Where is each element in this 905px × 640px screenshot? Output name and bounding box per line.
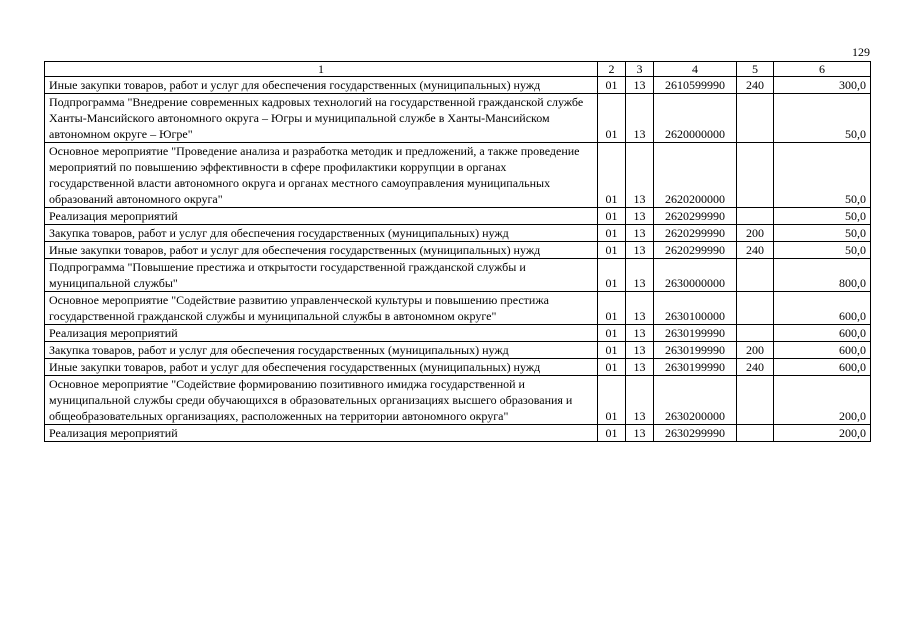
item-name: Иные закупки товаров, работ и услуг для обеспечения государственных (муниципальных) нужд [45,242,598,259]
table-row [45,242,871,259]
item-name: Иные закупки товаров, работ и услуг для обеспечения государственных (муниципальных) нужд [45,77,598,94]
target-article-code: 2630000000 [654,259,737,292]
section-code: 01 [598,208,626,225]
target-article-code: 2620299990 [654,242,737,259]
amount: 600,0 [774,325,871,342]
header-col-2: 2 [598,62,626,77]
header-col-1: 1 [45,62,598,77]
subsection-code: 13 [626,259,654,292]
item-name: Основное мероприятие "Проведение анализа и разработка методик и предложений, а также проведение мероприятий по повышению эффективности в сфере профилактики коррупции в органах государственной власти автономного округа и органах местного самоуправления муниципальных образований автономного округа" [45,143,598,208]
expense-type-code [737,208,774,225]
expense-type-code [737,143,774,208]
target-article-code: 2630199990 [654,342,737,359]
section-code: 01 [598,225,626,242]
expense-type-code [737,425,774,442]
target-article-code: 2620200000 [654,143,737,208]
subsection-code: 13 [626,242,654,259]
item-name: Реализация мероприятий [45,208,598,225]
table-row [45,359,871,376]
amount: 50,0 [774,225,871,242]
expense-type-code: 200 [737,342,774,359]
expense-type-code [737,259,774,292]
target-article-code: 2610599990 [654,77,737,94]
target-article-code: 2630299990 [654,425,737,442]
table-row [45,208,871,225]
expense-type-code: 240 [737,77,774,94]
amount: 50,0 [774,208,871,225]
section-code: 01 [598,325,626,342]
table-row [45,425,871,442]
item-name: Подпрограмма "Повышение престижа и открытости государственной гражданской службы и муниципальной службы" [45,259,598,292]
section-code: 01 [598,376,626,425]
table-row [45,292,871,325]
target-article-code: 2620299990 [654,208,737,225]
expense-type-code: 240 [737,242,774,259]
table-row [45,376,871,425]
item-name: Подпрограмма "Внедрение современных кадровых технологий на государственной гражданской службе Ханты-Мансийского автономного округа – Югры и муниципальной службе в Ханты-Мансийском автономном округе – Югре" [45,94,598,143]
amount: 200,0 [774,425,871,442]
amount: 50,0 [774,94,871,143]
header-col-3: 3 [626,62,654,77]
table-row [45,94,871,143]
section-code: 01 [598,94,626,143]
item-name: Иные закупки товаров, работ и услуг для обеспечения государственных (муниципальных) нужд [45,359,598,376]
table-row [45,225,871,242]
table-row [45,259,871,292]
item-name: Реализация мероприятий [45,325,598,342]
subsection-code: 13 [626,77,654,94]
subsection-code: 13 [626,225,654,242]
amount: 600,0 [774,292,871,325]
section-code: 01 [598,143,626,208]
target-article-code: 2630200000 [654,376,737,425]
table-row [45,342,871,359]
subsection-code: 13 [626,94,654,143]
subsection-code: 13 [626,359,654,376]
section-code: 01 [598,77,626,94]
section-code: 01 [598,342,626,359]
table-row [45,143,871,208]
header-col-5: 5 [737,62,774,77]
subsection-code: 13 [626,143,654,208]
expense-type-code: 240 [737,359,774,376]
target-article-code: 2620299990 [654,225,737,242]
amount: 50,0 [774,143,871,208]
target-article-code: 2620000000 [654,94,737,143]
header-col-4: 4 [654,62,737,77]
section-code: 01 [598,425,626,442]
expense-type-code [737,376,774,425]
subsection-code: 13 [626,292,654,325]
target-article-code: 2630100000 [654,292,737,325]
item-name: Реализация мероприятий [45,425,598,442]
amount: 600,0 [774,342,871,359]
subsection-code: 13 [626,325,654,342]
item-name: Закупка товаров, работ и услуг для обеспечения государственных (муниципальных) нужд [45,342,598,359]
amount: 300,0 [774,77,871,94]
table-header-row [45,62,871,77]
subsection-code: 13 [626,342,654,359]
target-article-code: 2630199990 [654,359,737,376]
table-row [45,325,871,342]
header-col-6: 6 [774,62,871,77]
item-name: Основное мероприятие "Содействие формированию позитивного имиджа государственной и муниципальной службы среди обучающихся в образовательных организациях высшего образования и общеобразовательных организациях, расположенных на территории автономного округа" [45,376,598,425]
amount: 600,0 [774,359,871,376]
expense-type-code [737,94,774,143]
item-name: Закупка товаров, работ и услуг для обеспечения государственных (муниципальных) нужд [45,225,598,242]
subsection-code: 13 [626,208,654,225]
section-code: 01 [598,242,626,259]
page-number: 129 [852,45,870,59]
expense-type-code [737,325,774,342]
amount: 800,0 [774,259,871,292]
table-row [45,77,871,94]
section-code: 01 [598,259,626,292]
section-code: 01 [598,359,626,376]
subsection-code: 13 [626,376,654,425]
expense-type-code: 200 [737,225,774,242]
target-article-code: 2630199990 [654,325,737,342]
expense-type-code [737,292,774,325]
budget-table [44,61,871,442]
amount: 200,0 [774,376,871,425]
amount: 50,0 [774,242,871,259]
item-name: Основное мероприятие "Содействие развитию управленческой культуры и повышению престижа государственной гражданской службы и муниципальной службы в автономном округе" [45,292,598,325]
subsection-code: 13 [626,425,654,442]
section-code: 01 [598,292,626,325]
